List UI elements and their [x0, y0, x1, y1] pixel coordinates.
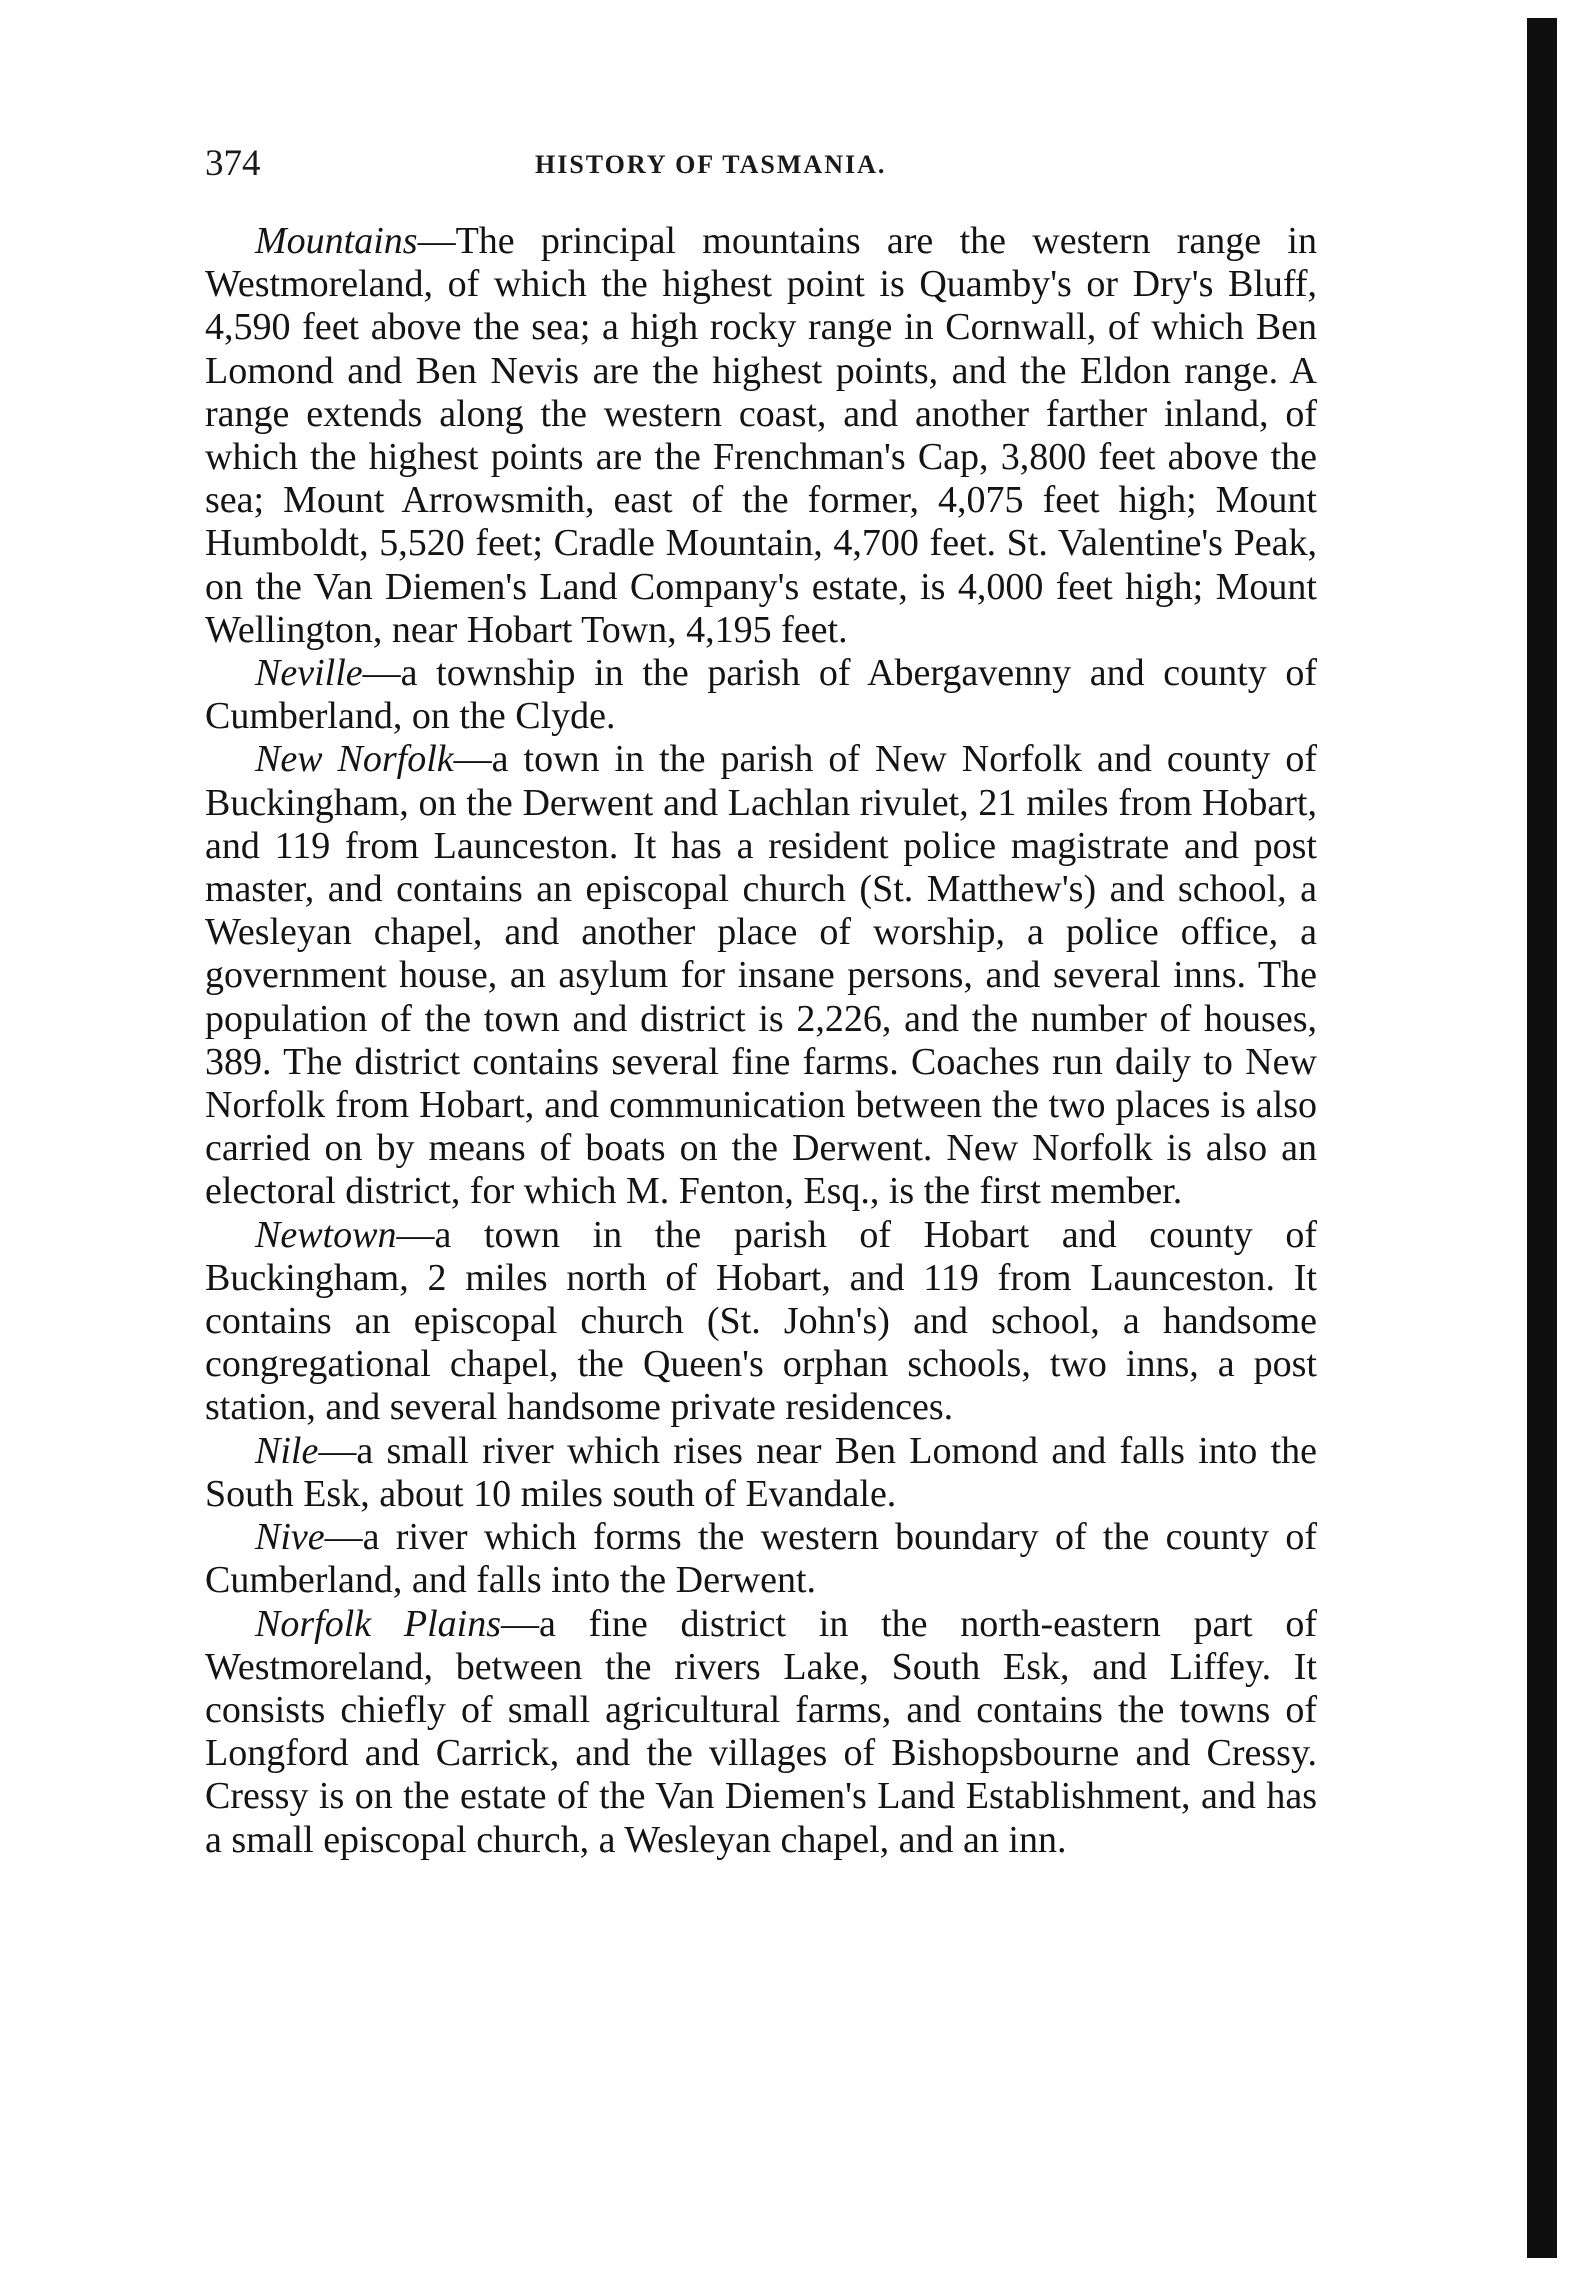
page-number: 374: [205, 143, 261, 184]
entry-text: —a small river which rises near Ben Lomond and falls into the South Esk, about 10 miles south of Evandale.: [205, 1429, 1317, 1515]
entry-norfolk-plains: [205, 1603, 1317, 1862]
running-head: [205, 141, 1317, 187]
entry-headword: Nive: [255, 1516, 325, 1559]
page-header-title: HISTORY OF TASMANIA.: [535, 150, 887, 179]
entry-nile: [205, 1430, 1317, 1516]
entry-text: —a township in the parish of Abergavenny and county of Cumberland, on the Clyde.: [205, 652, 1317, 738]
gazetteer-text: [205, 220, 1317, 1862]
entry-headword: Norfolk Plains: [255, 1602, 501, 1645]
entry-text: —a town in the parish of Hobart and county of Buckingham, 2 miles north of Hobart, and 119 from Launceston. It contains an episcopal church (St. John's) and school, a handsome congregational chapel, the Queen's orphan schools, two inns, a post station, and several handsome private residences.: [205, 1213, 1317, 1429]
entry-mountains: [205, 220, 1317, 652]
entry-text: —a town in the parish of New Norfolk and county of Buckingham, on the Derwent and Lachlan rivulet, 21 miles from Hobart, and 119 from Launceston. It has a resident police magistrate and post master, and contains an episcopal church (St. Matthew's) and school, a Wesleyan chapel, and another place of worship, a police office, a government house, an asylum for insane persons, and several inns. The population of the town and district is 2,226, and the number of houses, 389. The district contains several fine farms. Coaches run daily to New Norfolk from Hobart, and communication between the two places is also carried on by means of boats on the Derwent. New Norfolk is also an electoral district, for which M. Fenton, Esq., is the first member.: [205, 738, 1317, 1213]
entry-text: —The principal mountains are the western range in Westmoreland, of which the highest point is Quamby's or Dry's Bluff, 4,590 feet above the sea; a high rocky range in Cornwall, of which Ben Lomond and Ben Nevis are the highest points, and the Eldon range. A range extends along the western coast, and another farther inland, of which the highest points are the Frenchman's Cap, 3,800 feet above the sea; Mount Arrowsmith, east of the former, 4,075 feet high; Mount Humboldt, 5,520 feet; Cradle Mountain, 4,700 feet. St. Valentine's Peak, on the Van Diemen's Land Company's estate, is 4,000 feet high; Mount Wellington, near Hobart Town, 4,195 feet.: [205, 220, 1317, 651]
entry-headword: Newtown: [255, 1213, 397, 1256]
entry-new-norfolk: [205, 738, 1317, 1213]
entry-text: —a river which forms the western boundary of the county of Cumberland, and falls into the Derwent.: [205, 1516, 1317, 1602]
entry-headword: Neville: [255, 652, 363, 695]
entry-nive: [205, 1516, 1317, 1602]
entry-newtown: [205, 1214, 1317, 1430]
entry-text: —a fine district in the north-eastern part of Westmoreland, between the rivers Lake, South Esk, and Liffey. It consists chiefly of small agricultural farms, and contains the towns of Longford and Carrick, and the villages of Bishopsbourne and Cressy. Cressy is on the estate of the Van Diemen's Land Establishment, and has a small episcopal church, a Wesleyan chapel, and an inn.: [205, 1602, 1317, 1861]
entry-headword: Mountains: [255, 220, 418, 262]
entry-neville: [205, 652, 1317, 738]
entry-headword: New Norfolk: [255, 738, 454, 781]
page-edge-shadow: [1527, 18, 1557, 2258]
entry-headword: Nile: [255, 1429, 319, 1472]
